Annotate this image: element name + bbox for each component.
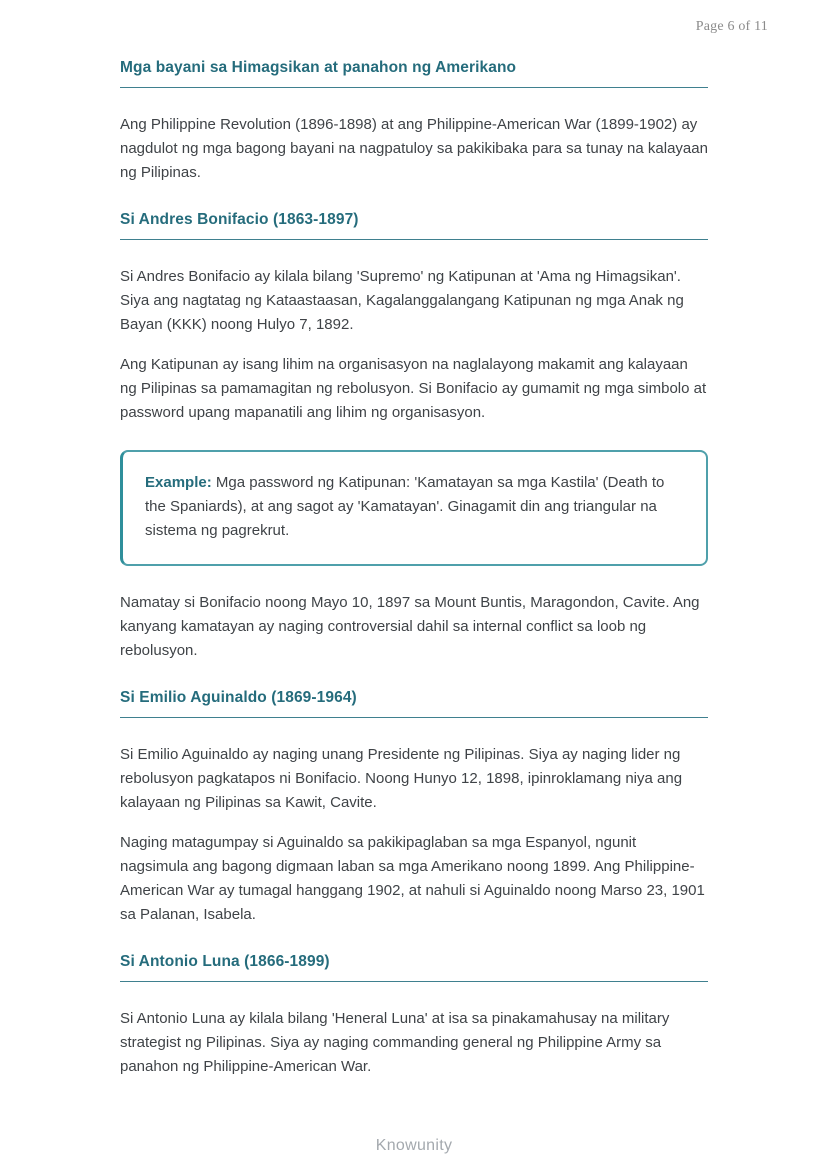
title-rule xyxy=(120,87,708,88)
paragraph: Namatay si Bonifacio noong Mayo 10, 1897 sa Mount Buntis, Maragondon, Cavite. Ang kanyang kamatayan ay naging controversial dahil sa internal conflict sa loob ng rebolusyon. xyxy=(120,594,700,659)
example-box xyxy=(120,450,708,566)
section-rule xyxy=(120,981,708,982)
paragraph: Ang Katipunan ay isang lihim na organisasyon na naglalayong makamit ang kalayaan ng Pilipinas sa pamamagitan ng rebolusyon. Si Bonifacio ay gumamit ng mga simbolo at password upang mapanatili ang lihim ng organisasyon. xyxy=(120,356,707,421)
section-heading-bonifacio: Si Andres Bonifacio (1863-1897) xyxy=(120,211,359,228)
section-heading-luna: Si Antonio Luna (1866-1899) xyxy=(120,953,330,970)
page-number: Page 6 of 11 xyxy=(695,19,768,34)
example-body: Mga password ng Katipunan: 'Kamatayan sa mga Kastila' (Death to the Spaniards), at ang sagot ay 'Kamatayan'. Ginagamit din ang triangular na sistema ng pagrekrut. xyxy=(145,474,665,539)
example-label: Example: xyxy=(145,474,212,491)
paragraph: Si Emilio Aguinaldo ay naging unang Presidente ng Pilipinas. Siya ay naging lider ng rebolusyon pagkatapos ni Bonifacio. Noong Hunyo 12, 1898, ipinroklamang niya ang kalayaan ng Pilipinas sa Kawit, Cavite. xyxy=(120,746,683,811)
intro-paragraph: Ang Philippine Revolution (1896-1898) at ang Philippine-American War (1899-1902) ay nagdulot ng mga bagong bayani na nagpatuloy sa pakikibaka para sa tunay na kalayaan ng Pilipinas. xyxy=(120,116,708,181)
paragraph: Si Antonio Luna ay kilala bilang 'Heneral Luna' at isa sa pinakamahusay na military strategist ng Pilipinas. Siya ay naging commanding general ng Philippine Army sa panahon ng Philippine-American War. xyxy=(120,1010,670,1075)
section-rule xyxy=(120,239,708,240)
example-text xyxy=(145,471,684,543)
document-title: Mga bayani sa Himagsikan at panahon ng Amerikano xyxy=(120,59,517,76)
paragraph: Si Andres Bonifacio ay kilala bilang 'Supremo' ng Katipunan at 'Ama ng Himagsikan'. Siya ang nagtatag ng Kataastaasan, Kagalanggalangang Katipunan ng mga Anak ng Bayan (KKK) noong Hulyo 7, 1892. xyxy=(120,268,684,333)
paragraph: Naging matagumpay si Aguinaldo sa pakikipaglaban sa mga Espanyol, ngunit nagsimula ang bagong digmaan laban sa mga Amerikano noong 1899. Ang Philippine-American War ay tumagal hanggang 1902, at nahuli si Aguinaldo noong Marso 23, 1901 sa Palanan, Isabela. xyxy=(120,834,705,923)
footer-brand: Knowunity xyxy=(375,1137,453,1154)
section-heading-aguinaldo: Si Emilio Aguinaldo (1869-1964) xyxy=(120,689,357,706)
section-rule xyxy=(120,717,708,718)
